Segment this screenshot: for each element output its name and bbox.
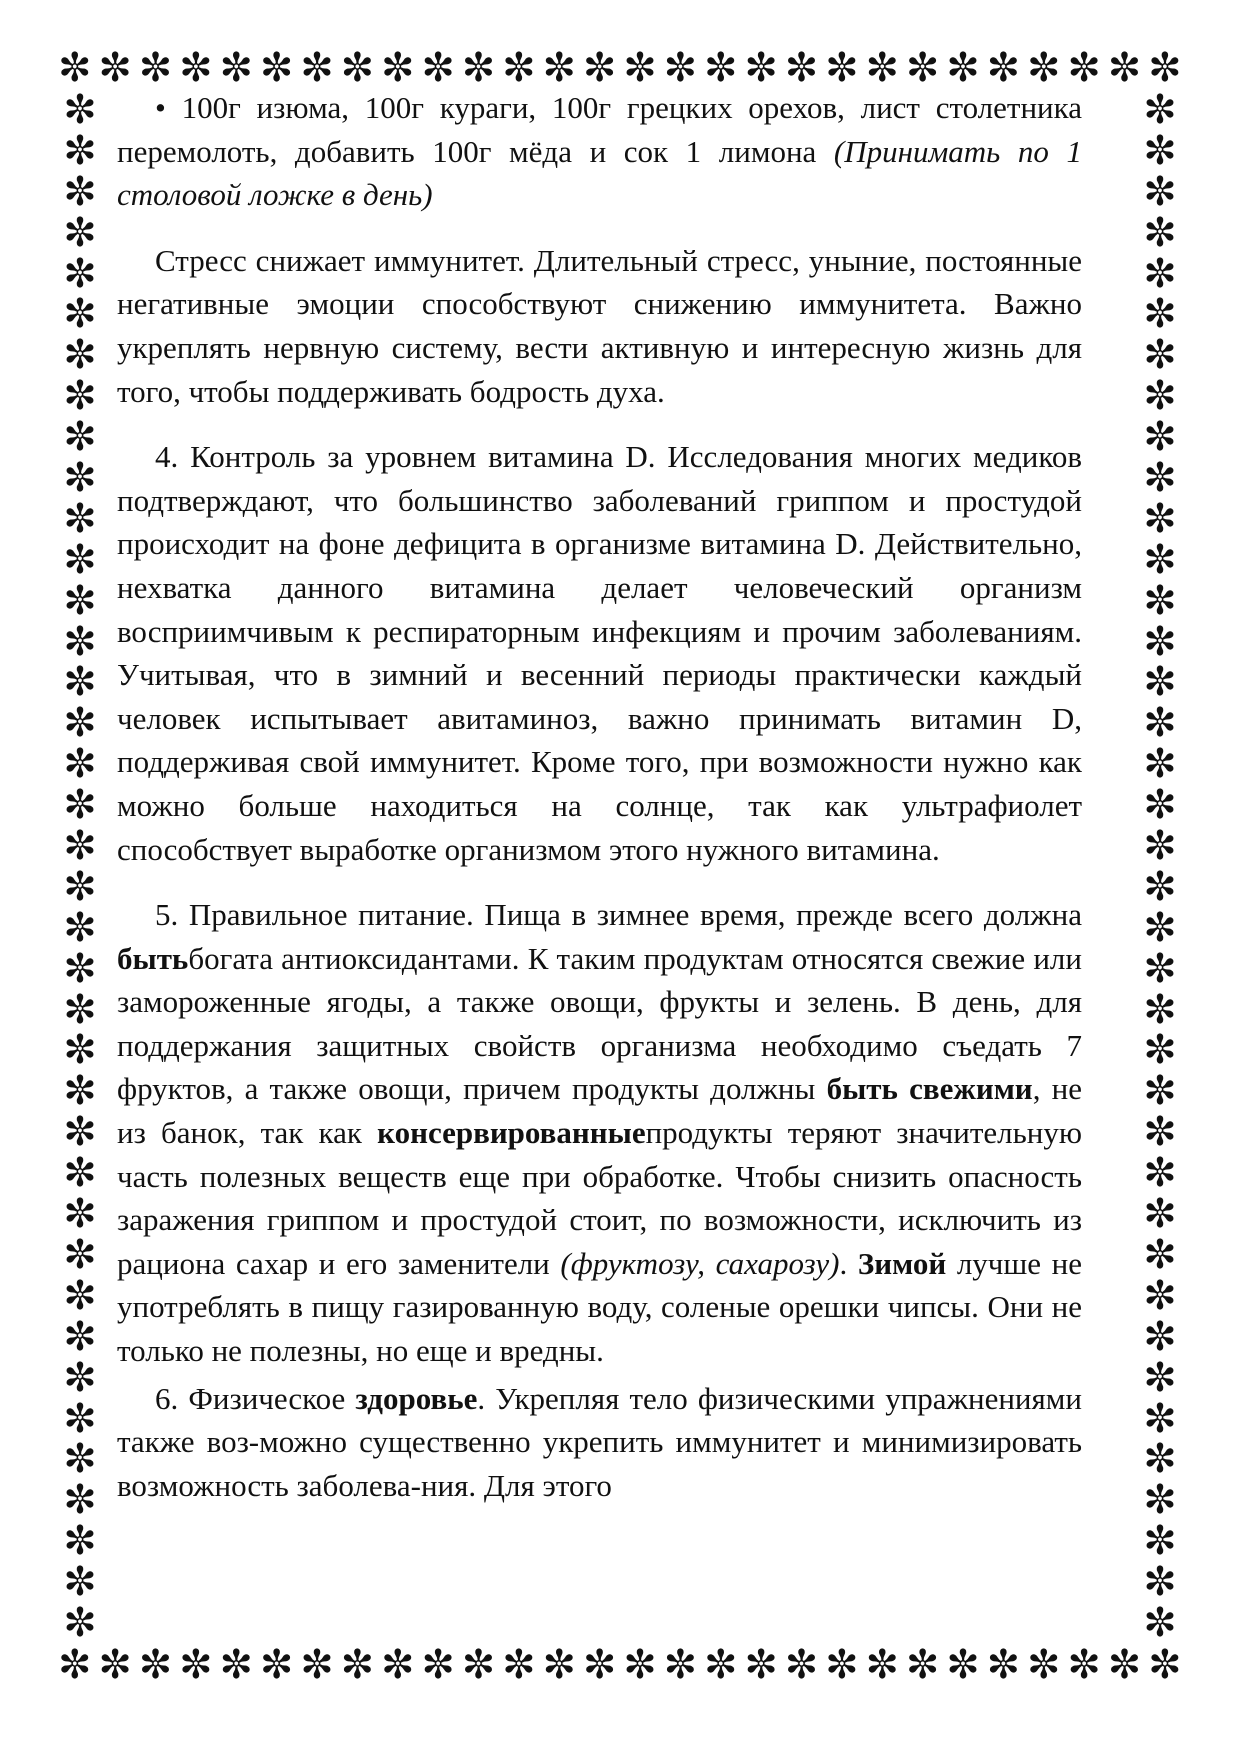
border-ornament-icon: ✼ [63,1150,97,1197]
border-ornament-icon: ✼ [63,618,97,665]
border-ornament-icon: ✼ [1143,1436,1177,1483]
border-ornament-icon: ✼ [744,1642,778,1688]
border-ornament-icon: ✼ [1143,700,1177,747]
border-ornament-icon: ✼ [1143,945,1177,992]
border-ornament-icon: ✼ [946,45,980,91]
border-left [58,87,102,1646]
border-ornament-icon: ✼ [63,1272,97,1319]
border-ornament-icon: ✼ [1143,577,1177,624]
border-ornament-icon: ✼ [1148,45,1182,91]
border-ornament-icon: ✼ [63,250,97,297]
border-ornament-icon: ✼ [905,45,940,91]
paragraph-recipe [117,86,1082,217]
border-ornament-icon: ✼ [381,45,415,91]
paragraph-physical-health [117,1377,1082,1508]
border-ornament-icon: ✼ [1143,1027,1177,1074]
border-ornament-icon: ✼ [1143,1477,1177,1524]
border-ornament-icon: ✼ [1143,87,1177,133]
border-ornament-icon: ✼ [1107,1642,1142,1688]
border-ornament-icon: ✼ [1143,1150,1177,1197]
border-ornament-icon: ✼ [1143,291,1177,338]
border-ornament-icon: ✼ [1143,1518,1177,1565]
border-ornament-icon: ✼ [986,45,1021,91]
border-ornament-icon: ✼ [1027,1642,1061,1688]
border-ornament-icon: ✼ [623,1642,657,1688]
border-ornament-icon: ✼ [1143,495,1177,542]
border-ornament-icon: ✼ [63,741,97,788]
border-ornament-icon: ✼ [63,209,97,256]
border-ornament-icon: ✼ [663,45,698,91]
border-ornament-icon: ✼ [381,1642,415,1688]
border-ornament-icon: ✼ [1143,986,1177,1033]
border-ornament-icon: ✼ [63,414,97,461]
border-ornament-icon: ✼ [300,45,334,91]
border-ornament-icon: ✼ [461,1642,496,1688]
border-ornament-icon: ✼ [1027,45,1061,91]
border-ornament-icon: ✼ [63,1027,97,1074]
border-ornament-icon: ✼ [63,1518,97,1565]
nutrition-text-3: , не из банок, так как [117,1071,1082,1151]
border-ornament-icon: ✼ [340,1642,375,1688]
border-ornament-icon: ✼ [63,168,97,215]
border-ornament-icon: ✼ [1143,414,1177,461]
border-ornament-icon: ✼ [63,1231,97,1278]
border-ornament-icon: ✼ [1143,1068,1177,1115]
border-ornament-icon: ✼ [1143,332,1177,379]
physical-bold-1: здоровье [355,1380,478,1416]
border-ornament-icon: ✼ [179,45,213,91]
border-ornament-icon: ✼ [421,45,455,91]
border-ornament-icon: ✼ [704,45,738,91]
border-right [1138,87,1182,1646]
border-ornament-icon: ✼ [259,45,294,91]
border-ornament-icon: ✼ [663,1642,698,1688]
border-ornament-icon: ✼ [63,1477,97,1524]
document-body [117,86,1082,1507]
border-ornament-icon: ✼ [1143,1109,1177,1156]
border-ornament-icon: ✼ [63,1599,97,1646]
border-ornament-icon: ✼ [421,1642,455,1688]
border-ornament-icon: ✼ [219,1642,254,1688]
border-ornament-icon: ✼ [98,45,132,91]
border-ornament-icon: ✼ [63,1313,97,1360]
border-ornament-icon: ✼ [825,1642,859,1688]
border-ornament-icon: ✼ [1143,1599,1177,1646]
border-ornament-icon: ✼ [1143,127,1177,174]
border-ornament-icon: ✼ [1143,823,1177,870]
border-ornament-icon: ✼ [1143,536,1177,583]
border-ornament-icon: ✼ [1148,1642,1182,1688]
nutrition-text-1: 5. Правильное питание. Пища в зимнее время, прежде всего должна [155,897,1082,933]
border-ornament-icon: ✼ [1143,1313,1177,1360]
border-ornament-icon: ✼ [784,45,819,91]
vitamin-d-text: 4. Контроль за уровнем витамина D. Исследования многих медиков подтверждают, что большинство заболеваний гриппом и простудой происходит на фоне дефицита в организме витамина D. Действительно, нехватка данного витамина делает человеческий организм восприимчивым к респираторным инфекциям и прочим заболеваниям. Учитывая, что в зимний и весенний периоды практически каждый человек испытывает авитаминоз, важно принимать витамин D, поддерживая свой иммунитет. Кроме того, при возможности нужно как можно больше находиться на солнце, так как ультрафиолет способствует выработке организмом этого нужного витамина. [117,439,1082,867]
border-ornament-icon: ✼ [1143,904,1177,951]
border-ornament-icon: ✼ [63,373,97,420]
border-ornament-icon: ✼ [259,1642,294,1688]
recipe-dosage: (Принимать по 1 столовой ложке в день) [117,133,1082,213]
border-ornament-icon: ✼ [58,1642,92,1688]
border-ornament-icon: ✼ [63,291,97,338]
border-ornament-icon: ✼ [63,495,97,542]
border-ornament-icon: ✼ [63,1191,97,1238]
border-ornament-icon: ✼ [1143,250,1177,297]
nutrition-bold-4: Зимой [857,1245,947,1281]
physical-text-1: 6. Физическое [155,1380,356,1416]
nutrition-text-5: . [839,1245,858,1281]
physical-text-2: . Укрепляя тело физическими упражнениями также воз-можно существенно укрепить иммунитет и минимизировать возможность заболева-ния. Для этого [117,1380,1082,1503]
border-ornament-icon: ✼ [138,45,173,91]
border-ornament-icon: ✼ [63,823,97,870]
border-ornament-icon: ✼ [542,45,577,91]
border-ornament-icon: ✼ [98,1642,132,1688]
border-ornament-icon: ✼ [623,45,657,91]
border-ornament-icon: ✼ [986,1642,1021,1688]
border-ornament-icon: ✼ [1143,373,1177,420]
border-ornament-icon: ✼ [1143,209,1177,256]
border-ornament-icon: ✼ [63,700,97,747]
nutrition-bold-1: быть [117,940,189,976]
paragraph-vitamin-d [117,435,1082,871]
border-ornament-icon: ✼ [1143,782,1177,829]
nutrition-text-4: продукты теряют значительную часть полезных веществ еще при обработке. Чтобы снизить опасность заражения гриппом и простудой стоит, по возможности, исключить из рациона сахар и его заменители [117,1115,1082,1281]
border-ornament-icon: ✼ [865,1642,900,1688]
border-ornament-icon: ✼ [704,1642,738,1688]
border-ornament-icon: ✼ [63,1109,97,1156]
border-ornament-icon: ✼ [542,1642,577,1688]
border-ornament-icon: ✼ [63,986,97,1033]
nutrition-text-6: лучше не употреблять в пищу газированную воду, соленые орешки чипсы. Они не только не полезны, но еще и вредны. [117,1245,1083,1369]
border-ornament-icon: ✼ [179,1642,213,1688]
border-ornament-icon: ✼ [1067,45,1101,91]
border-ornament-icon: ✼ [1143,1354,1177,1401]
stress-text: Стресс снижает иммунитет. Длительный стресс, уныние, постоянные негативные эмоции способствуют снижению иммунитета. Важно укреплять нервную систему, вести активную и интересную жизнь для того, чтобы поддерживать бодрость духа. [117,242,1082,409]
border-ornament-icon: ✼ [1143,1395,1177,1442]
border-ornament-icon: ✼ [1143,1191,1177,1238]
paragraph-nutrition [117,893,1082,1373]
border-ornament-icon: ✼ [865,45,900,91]
border-ornament-icon: ✼ [63,1354,97,1401]
border-ornament-icon: ✼ [825,45,859,91]
border-ornament-icon: ✼ [582,45,617,91]
border-ornament-icon: ✼ [946,1642,980,1688]
nutrition-bold-3: консервированные [377,1115,646,1151]
border-ornament-icon: ✼ [1143,168,1177,215]
border-ornament-icon: ✼ [1067,1642,1101,1688]
border-ornament-icon: ✼ [58,45,92,91]
border-ornament-icon: ✼ [1143,863,1177,910]
border-ornament-icon: ✼ [1143,618,1177,665]
paragraph-stress [117,239,1082,413]
border-ornament-icon: ✼ [63,945,97,992]
border-ornament-icon: ✼ [63,577,97,624]
border-ornament-icon: ✼ [1107,45,1142,91]
border-ornament-icon: ✼ [1143,1272,1177,1319]
border-ornament-icon: ✼ [63,782,97,829]
nutrition-text-2: богата антиоксидантами. К таким продуктам относятся свежие или замороженные ягоды, а также овощи, фрукты и зелень. В день, для поддержания защитных свойств организма необходимо съедать 7 фруктов, а также овощи, причем продукты должны [117,940,1082,1107]
border-ornament-icon: ✼ [1143,1231,1177,1278]
border-ornament-icon: ✼ [63,1395,97,1442]
border-ornament-icon: ✼ [340,45,375,91]
border-ornament-icon: ✼ [63,659,97,706]
border-ornament-icon: ✼ [63,332,97,379]
border-ornament-icon: ✼ [502,1642,536,1688]
border-ornament-icon: ✼ [582,1642,617,1688]
border-top [58,46,1182,90]
border-ornament-icon: ✼ [784,1642,819,1688]
border-ornament-icon: ✼ [905,1642,940,1688]
border-ornament-icon: ✼ [219,45,254,91]
nutrition-italic-1: (фруктозу, сахарозу) [560,1245,840,1281]
border-ornament-icon: ✼ [63,904,97,951]
border-bottom [58,1643,1182,1687]
border-ornament-icon: ✼ [1143,659,1177,706]
border-ornament-icon: ✼ [1143,741,1177,788]
border-ornament-icon: ✼ [138,1642,173,1688]
border-ornament-icon: ✼ [1143,1559,1177,1606]
border-ornament-icon: ✼ [461,45,496,91]
border-ornament-icon: ✼ [1143,455,1177,502]
nutrition-bold-2: быть свежими [826,1071,1033,1107]
border-ornament-icon: ✼ [63,455,97,502]
border-ornament-icon: ✼ [63,1559,97,1606]
border-ornament-icon: ✼ [502,45,536,91]
border-ornament-icon: ✼ [63,1436,97,1483]
border-ornament-icon: ✼ [744,45,778,91]
border-ornament-icon: ✼ [63,863,97,910]
border-ornament-icon: ✼ [63,127,97,174]
recipe-text: • 100г изюма, 100г кураги, 100г грецких орехов, лист столетника перемолоть, добавить 100г мёда и сок 1 лимона [117,90,1082,169]
border-ornament-icon: ✼ [63,1068,97,1115]
border-ornament-icon: ✼ [63,536,97,583]
border-ornament-icon: ✼ [300,1642,334,1688]
border-ornament-icon: ✼ [63,87,97,133]
